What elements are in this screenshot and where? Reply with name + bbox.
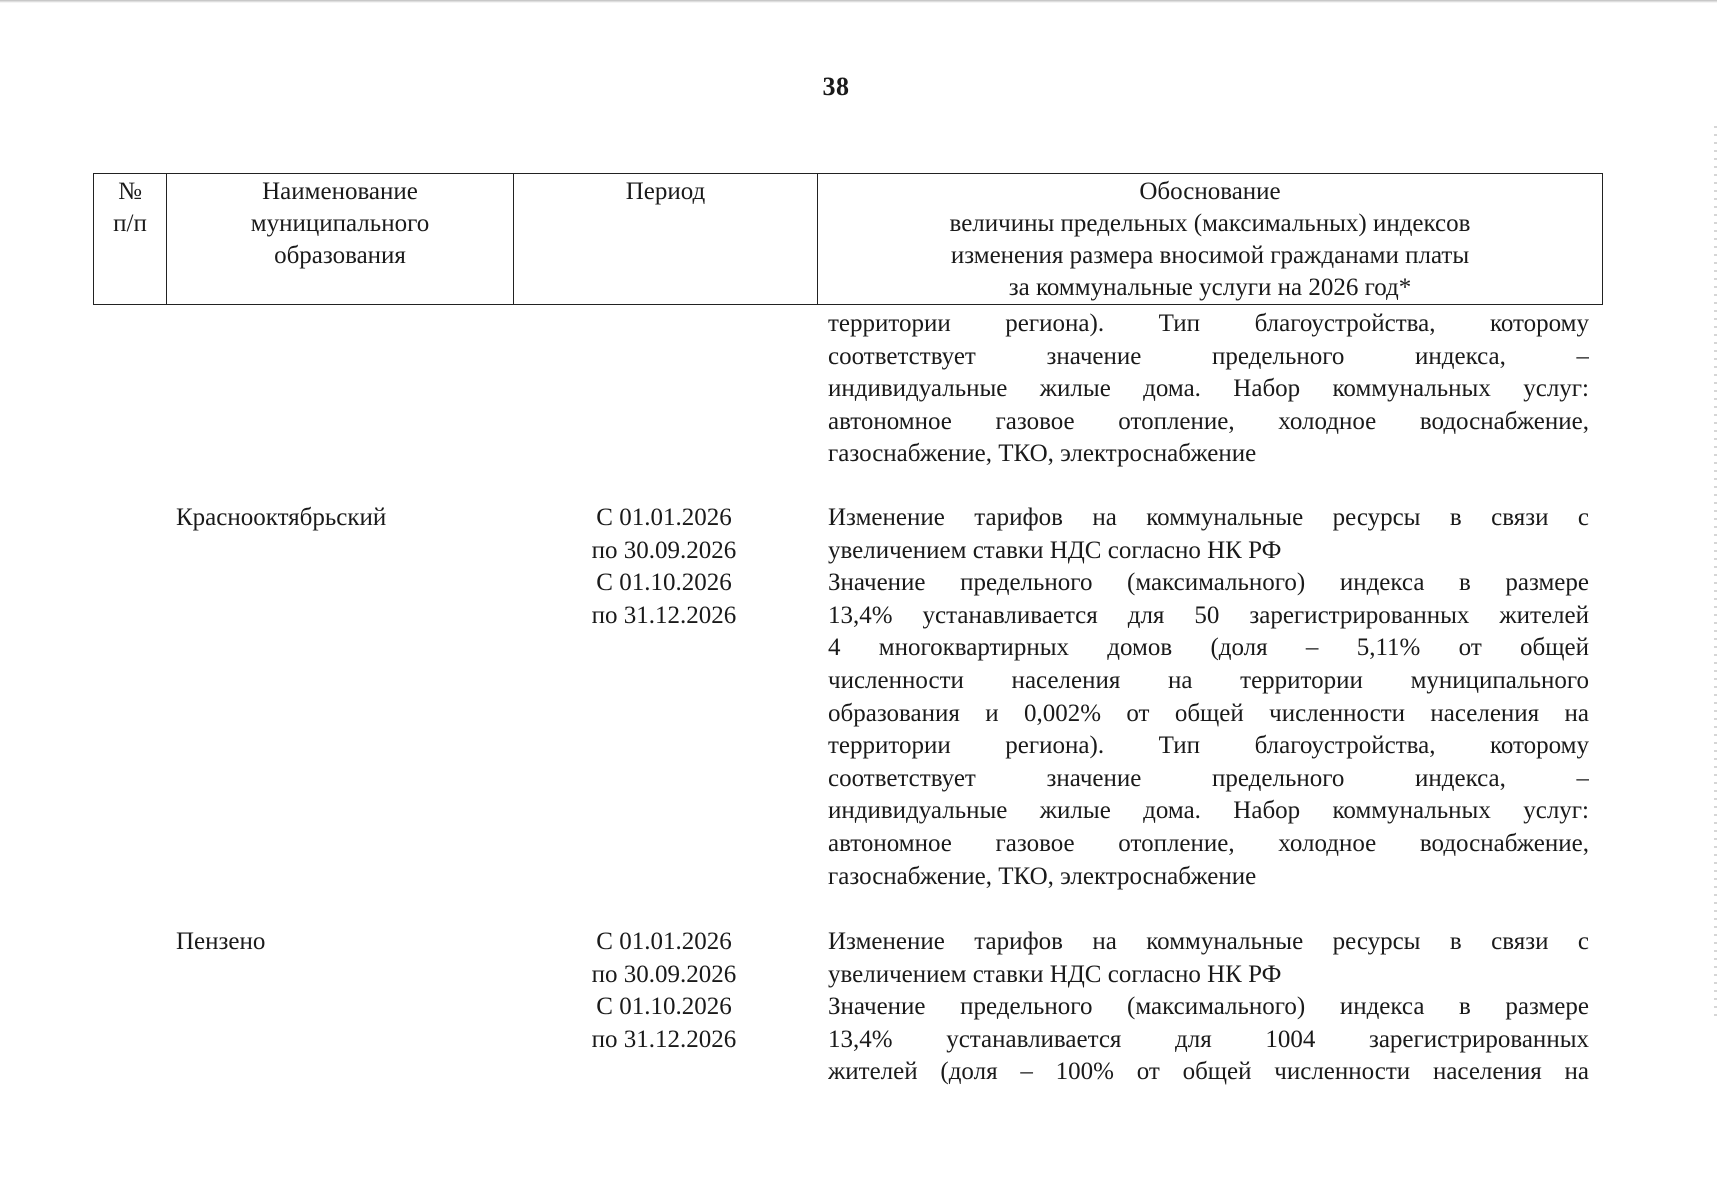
continuation-basis (828, 308, 1589, 471)
period-line: С 01.01.2026 (596, 928, 732, 955)
basis-line: 4 многоквартирных домов (доля – 5,11% от общей (828, 634, 1589, 662)
basis-line: 13,4% устанавливается для 1004 зарегистрированных (828, 1025, 1589, 1053)
period-cell (512, 502, 816, 632)
header-line: муниципального (250, 210, 430, 237)
period-line: С 01.10.2026 (596, 993, 732, 1021)
basis-line: соответствует значение предельного индекса, – (828, 342, 1589, 370)
basis-line: образования и 0,002% от общей численности населения на (828, 699, 1589, 727)
header-line: Наименование (262, 178, 418, 205)
header-line: Период (625, 178, 706, 205)
header-line: № (118, 178, 142, 205)
period-cell (512, 926, 816, 1056)
header-line: величины предельных (максимальных) индексов (949, 210, 1471, 237)
basis-line: индивидуальные жилые дома. Набор коммунальных услуг: (828, 375, 1589, 403)
basis-line: Изменение тарифов на коммунальные ресурсы в связи с (828, 928, 1589, 955)
period-line: по 31.12.2026 (591, 1025, 737, 1053)
basis-line: территории региона). Тип благоустройства, которому (828, 310, 1589, 337)
period-line: по 31.12.2026 (591, 601, 737, 629)
column-header-number (94, 174, 167, 305)
basis-line: территории региона). Тип благоустройства, которому (828, 732, 1589, 760)
scan-edge (0, 0, 1717, 3)
basis-line: увеличением ставки НДС согласно НК РФ (828, 960, 1282, 988)
table-header-row (94, 174, 1603, 305)
page-number: 38 (822, 72, 850, 101)
basis-line: автономное газовое отопление, холодное водоснабжение, (828, 829, 1589, 857)
column-header-name (167, 174, 514, 305)
basis-cell (828, 502, 1589, 893)
column-header-basis (818, 174, 1603, 305)
basis-line: 13,4% устанавливается для 50 зарегистрированных жителей (828, 601, 1589, 629)
basis-line: жителей (доля – 100% от общей численности населения на (828, 1058, 1589, 1086)
header-line: за коммунальные услуги на 2026 год* (1008, 274, 1412, 301)
period-line: С 01.10.2026 (596, 569, 732, 597)
basis-line: газоснабжение, ТКО, электроснабжение (828, 862, 1257, 890)
basis-line: Значение предельного (максимального) индекса в размере (828, 569, 1589, 597)
basis-line: автономное газовое отопление, холодное водоснабжение, (828, 407, 1589, 435)
basis-line: газоснабжение, ТКО, электроснабжение (828, 440, 1257, 468)
basis-cell (828, 926, 1589, 1089)
basis-line: индивидуальные жилые дома. Набор коммунальных услуг: (828, 797, 1589, 825)
period-line: по 30.09.2026 (591, 960, 737, 988)
header-line: п/п (113, 210, 147, 237)
basis-line: Изменение тарифов на коммунальные ресурсы в связи с (828, 504, 1589, 531)
basis-line: соответствует значение предельного индекса, – (828, 764, 1589, 792)
column-header-period (514, 174, 818, 305)
header-line: образования (274, 242, 406, 269)
basis-line: Значение предельного (максимального) индекса в размере (828, 993, 1589, 1021)
period-line: С 01.01.2026 (596, 504, 732, 531)
table-header (93, 173, 1603, 305)
period-line: по 30.09.2026 (591, 536, 737, 564)
basis-line: увеличением ставки НДС согласно НК РФ (828, 536, 1282, 564)
basis-line: численности населения на территории муниципального (828, 666, 1589, 694)
header-line: Обоснование (1139, 178, 1281, 205)
municipality-name: Пензено (176, 928, 266, 955)
header-line: изменения размера вносимой гражданами платы (950, 242, 1470, 269)
municipality-name: Краснооктябрьский (176, 504, 387, 531)
